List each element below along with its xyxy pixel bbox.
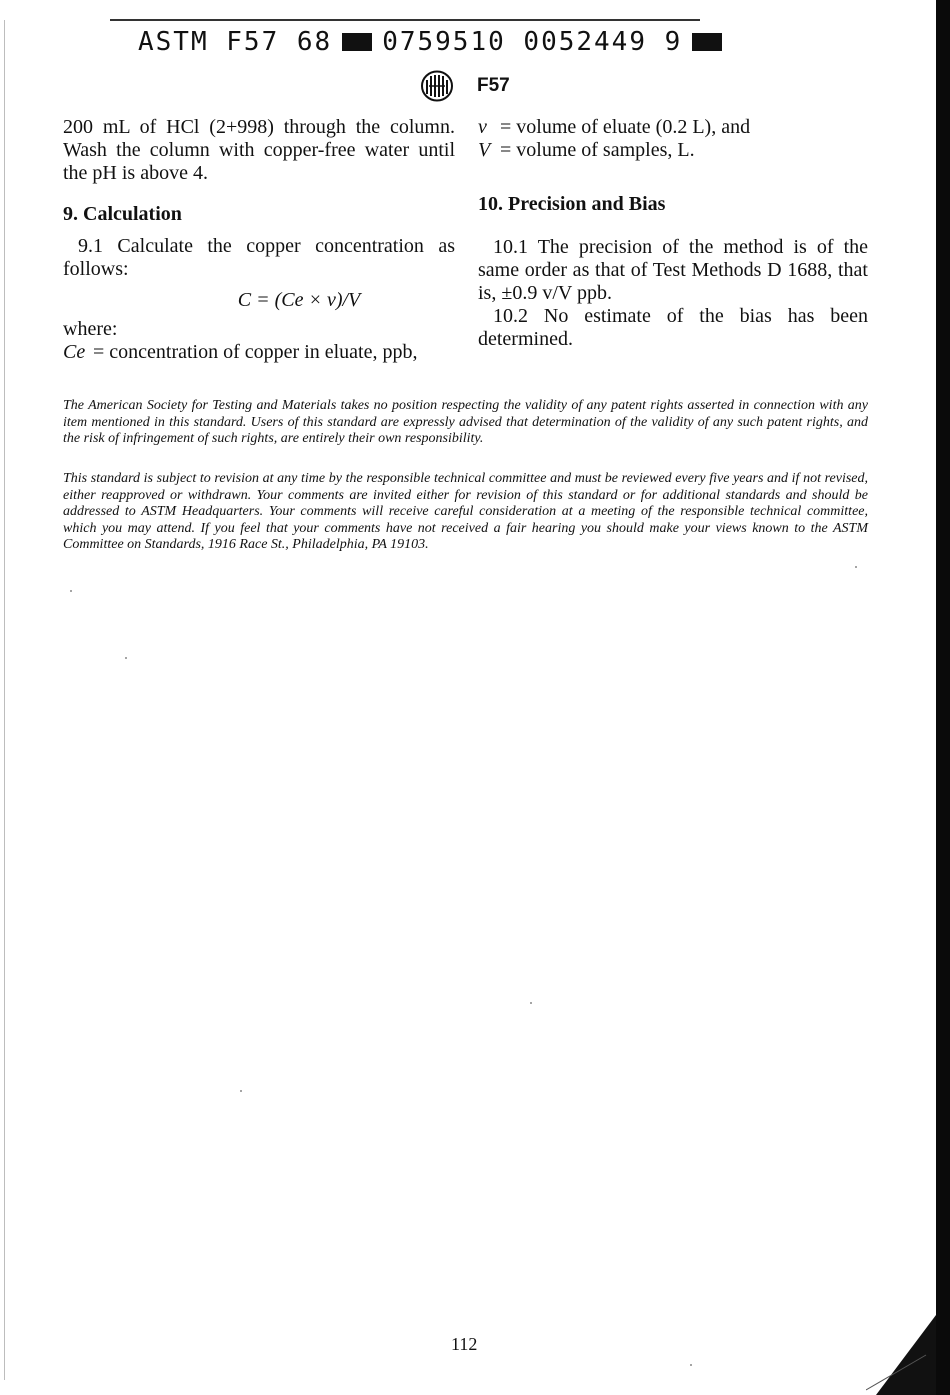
- scan-corner-mark: [866, 1315, 936, 1395]
- header-rule: [110, 19, 700, 21]
- document-code: [138, 26, 732, 57]
- scan-speck: [70, 590, 72, 592]
- standard-designation: F57: [477, 75, 510, 96]
- document-code-part2: 0759510 0052449 9: [382, 26, 683, 57]
- scan-speck: [855, 566, 857, 568]
- black-block-mark: [692, 33, 722, 51]
- patent-notice: The American Society for Testing and Materials takes no position respecting the validity of any patent rights asserted in connection with any item mentioned in this standard. Users of this standard are expressly advised that determination of the validity of any such patent rights, and the risk of infringement of such rights, are entirely their own responsibility.: [63, 398, 868, 446]
- section-9-heading: 9. Calculation: [63, 203, 182, 225]
- scan-speck: [125, 657, 127, 659]
- scan-edge-right: [936, 0, 950, 1395]
- definition-ce: [63, 341, 455, 364]
- scan-edge-left: [4, 20, 5, 1380]
- where-label: where:: [63, 318, 118, 340]
- scan-speck: [240, 1090, 242, 1092]
- section-10-heading: 10. Precision and Bias: [478, 193, 666, 215]
- intro-paragraph: 200 mL of HCl (2+998) through the column. Wash the column with copper-free water until the pH is above 4.: [63, 116, 455, 184]
- definition-v-upper: [478, 139, 868, 162]
- copper-formula: C = (Ce × v)/V: [237, 289, 361, 311]
- page-number: 112: [451, 1334, 478, 1354]
- right-column: [478, 116, 868, 351]
- paragraph-10-2: 10.2 No estimate of the bias has been determined.: [478, 305, 868, 350]
- scan-speck: [530, 1002, 532, 1004]
- paragraph-9-1: 9.1 Calculate the copper concentration as follows:: [63, 235, 455, 280]
- definition-v-lower: [478, 116, 868, 139]
- definition-text: = volume of samples, L.: [500, 139, 695, 161]
- astm-logo-icon: [420, 70, 454, 102]
- revision-notice: This standard is subject to revision at any time by the responsible technical committee and must be reviewed every five years and if not revised, either reapproved or withdrawn. Your comments are invited either for revision of this standard or for additional standards and should be addressed to ASTM Headquarters. Your comments will receive careful consideration at a meeting of the responsible technical committee, which you may attend. If you feel that your comments have not received a fair hearing you should make your views known to the ASTM Committee on Standards, 1916 Race St., Philadelphia, PA 19103.: [63, 471, 868, 552]
- left-column: [63, 116, 455, 364]
- definition-symbol: Ce: [63, 341, 86, 363]
- definition-symbol: V: [478, 139, 491, 161]
- paragraph-10-1: 10.1 The precision of the method is of the same order as that of Test Methods D 1688, that is, ±0.9 v/V ppb.: [478, 236, 868, 304]
- document-code-part1: ASTM F57 68: [138, 26, 333, 57]
- scan-speck: [690, 1364, 692, 1366]
- definition-text: = concentration of copper in eluate, ppb,: [93, 341, 418, 363]
- definition-symbol: v: [478, 116, 487, 138]
- definition-text: = volume of eluate (0.2 L), and: [500, 116, 751, 138]
- black-block-mark: [342, 33, 372, 51]
